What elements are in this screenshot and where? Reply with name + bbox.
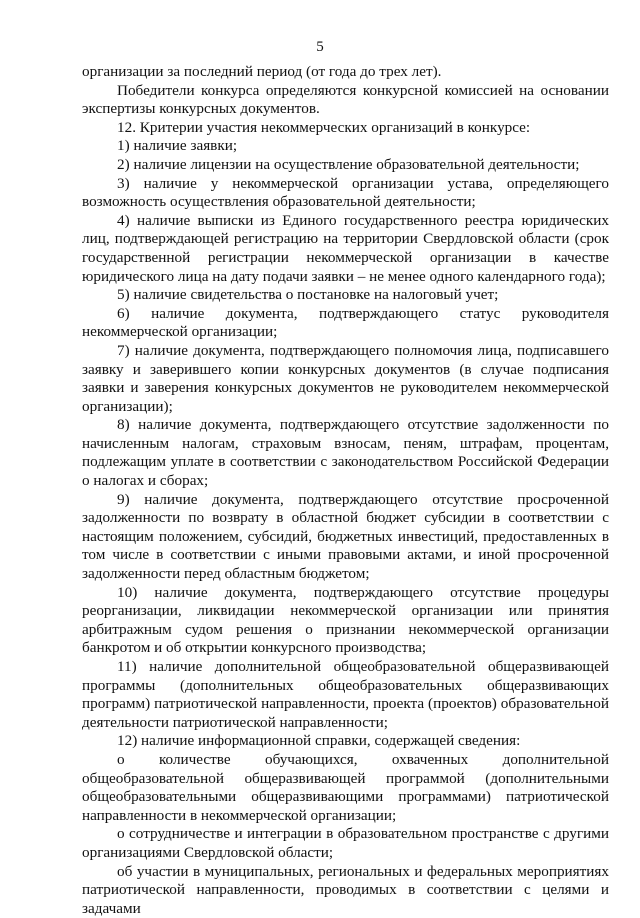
document-body: [82, 63, 609, 918]
paragraph: 10) наличие документа, подтверждающего отсутствие процедуры реорганизации, ликвидации некоммерческой организации или принятия арбитражным судом решения о признании некоммерческой организации банкротом и об открытии конкурсного производства;: [82, 583, 609, 657]
paragraph: 12) наличие информационной справки, содержащей сведения:: [117, 732, 521, 750]
paragraph: 1) наличие заявки;: [117, 137, 238, 155]
paragraph: организации за последний период (от года до трех лет).: [82, 63, 442, 80]
paragraph: 7) наличие документа, подтверждающего полномочия лица, подписавшего заявку и заверившего копии конкурсных документов (в случае подписания заявки и заверения конкурсных документов не руководителем некоммерческой организации);: [82, 341, 609, 415]
paragraph: Победители конкурса определяются конкурсной комиссией на основании экспертизы конкурсных документов.: [82, 81, 609, 118]
paragraph: 4) наличие выписки из Единого государственного реестра юридических лиц, подтверждающей регистрацию на территории Свердловской области (срок государственной регистрации некоммерческой организации в качестве юридического лица на дату подачи заявки – не менее одного календарного года);: [82, 211, 609, 285]
page-number: 5: [316, 39, 324, 55]
paragraph: 8) наличие документа, подтверждающего отсутствие задолженности по начисленным налогам, страховым взносам, пеням, штрафам, процентам, подлежащим уплате в соответствии с законодательством Российской Федерации о налогах и сборах;: [82, 416, 609, 490]
paragraph: 9) наличие документа, подтверждающего отсутствие просроченной задолженности по возврату в областной бюджет субсидии в соответствии с настоящим положением, субсидий, бюджетных инвестиций, предоставленных в том числе в соответствии с иными правовыми актами, и иной просроченной задолженности перед областным бюджетом;: [82, 490, 609, 583]
paragraph: о сотрудничестве и интеграции в образовательном пространстве с другими организациями Свердловской области;: [82, 825, 609, 861]
paragraph: об участии в муниципальных, региональных и федеральных мероприятиях патриотической направленности, проводимых в соответствии с целями и задачами: [82, 862, 609, 917]
paragraph: 6) наличие документа, подтверждающего статус руководителя некоммерческой организации;: [82, 304, 609, 341]
paragraph: 12. Критерии участия некоммерческих организаций в конкурсе:: [117, 118, 531, 136]
paragraph: о количестве обучающихся, охваченных дополнительной общеобразовательной общеразвивающей программой (дополнительными общеобразовательными общеразвивающими программами) патриотической направленности в некоммерческой организации;: [82, 750, 609, 824]
paragraph: 5) наличие свидетельства о постановке на налоговый учет;: [117, 286, 499, 304]
paragraph: 3) наличие у некоммерческой организации устава, определяющего возможность осуществления образовательной деятельности;: [82, 174, 609, 211]
paragraph: 11) наличие дополнительной общеобразовательной общеразвивающей программы (дополнительных общеобразовательных общеразвивающих программ) патриотической направленности, проекта (проектов) образовательной деятельности патриотической направленности;: [82, 658, 609, 731]
paragraph: 2) наличие лицензии на осуществление образовательной деятельности;: [117, 155, 580, 173]
